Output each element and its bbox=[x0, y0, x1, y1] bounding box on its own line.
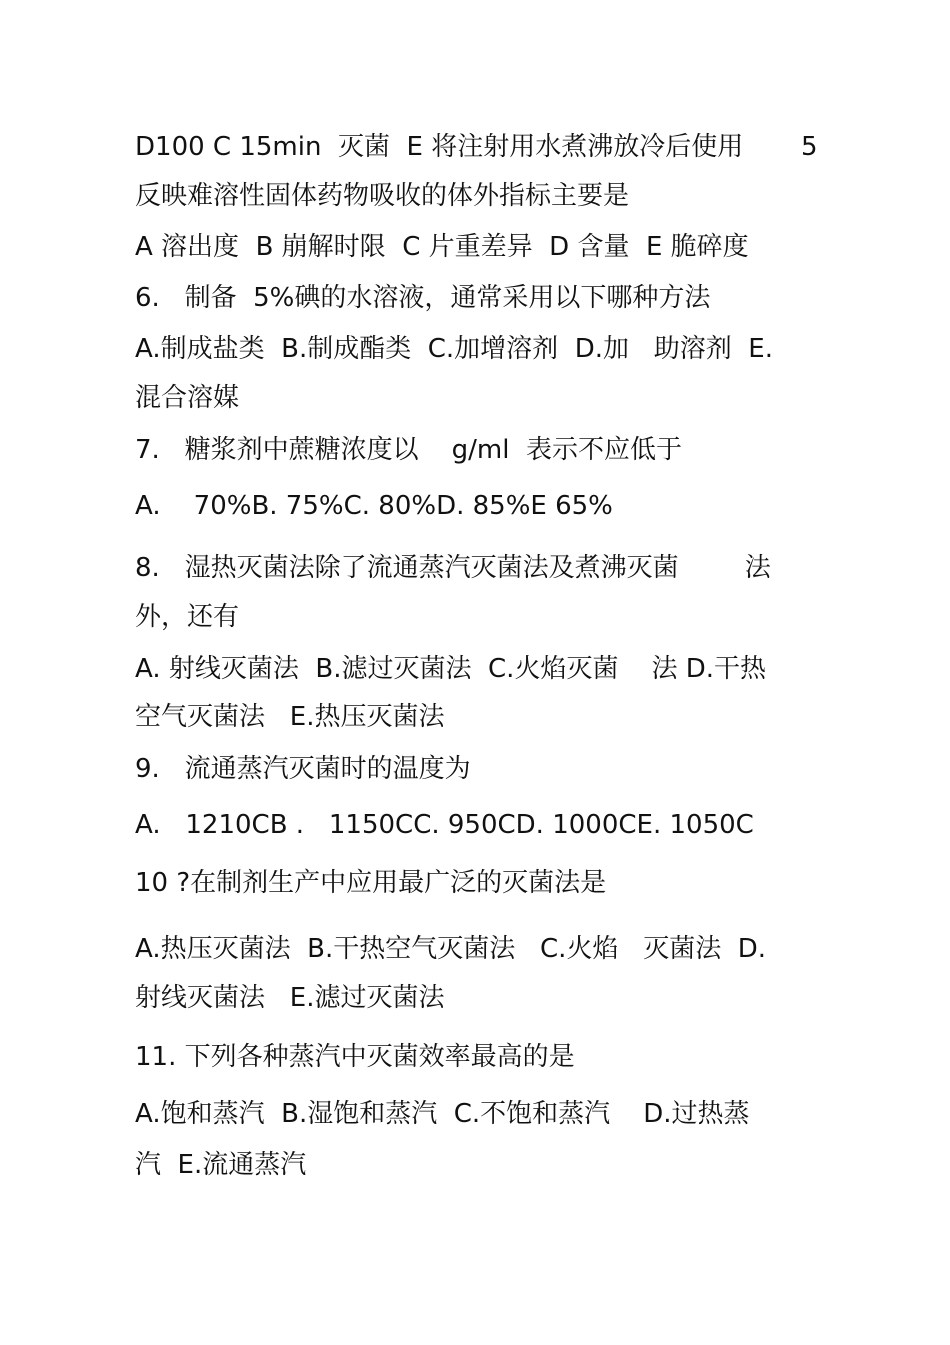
text-line-16: A.热压灭菌法 B.干热空气灭菌法 C.火焰 灭菌法 D. bbox=[135, 934, 767, 964]
text-line-5: A.制成盐类 B.制成酯类 C.加增溶剂 D.加 助溶剂 E. bbox=[135, 334, 774, 364]
text-line-10: 外，还有 bbox=[135, 602, 240, 632]
text-line-6: 混合溶媒 bbox=[135, 383, 240, 413]
text-line-12: 空气灭菌法 E.热压灭菌法 bbox=[135, 702, 445, 732]
text-line-17: 射线灭菌法 E.滤过灭菌法 bbox=[135, 983, 445, 1013]
text-line-15: 10 ?在制剂生产中应用最广泛的灭菌法是 bbox=[135, 868, 607, 898]
text-line-13: 9. 流通蒸汽灭菌时的温度为 bbox=[135, 754, 471, 784]
text-line-9: 8. 湿热灭菌法除了流通蒸汽灭菌法及煮沸灭菌 法 bbox=[135, 553, 771, 583]
text-line-8: A. 70%B. 75%C. 80%D. 85%E 65% bbox=[135, 491, 613, 521]
text-line-2: 反映难溶性固体药物吸收的体外指标主要是 bbox=[135, 181, 630, 211]
text-line-20: 汽 E.流通蒸汽 bbox=[135, 1150, 307, 1180]
text-line-4: 6. 制备 5%碘的水溶液，通常采用以下哪种方法 bbox=[135, 283, 711, 313]
text-line-19: A.饱和蒸汽 B.湿饱和蒸汽 C.不饱和蒸汽 D.过热蒸 bbox=[135, 1099, 750, 1129]
text-line-1: D100 C 15min 灭菌 E 将注射用水煮沸放冷后使用 5 bbox=[135, 132, 818, 162]
text-line-14: A. 1210CB . 1150CC. 950CD. 1000CE. 1050C bbox=[135, 810, 754, 840]
text-line-7: 7. 糖浆剂中蔗糖浓度以 g/ml 表示不应低于 bbox=[135, 435, 683, 465]
text-line-3: A 溶出度 B 崩解时限 C 片重差异 D 含量 E 脆碎度 bbox=[135, 232, 749, 262]
text-line-11: A. 射线灭菌法 B.滤过灭菌法 C.火焰灭菌 法 D.干热 bbox=[135, 654, 767, 684]
text-line-18: 11. 下列各种蒸汽中灭菌效率最高的是 bbox=[135, 1042, 575, 1072]
